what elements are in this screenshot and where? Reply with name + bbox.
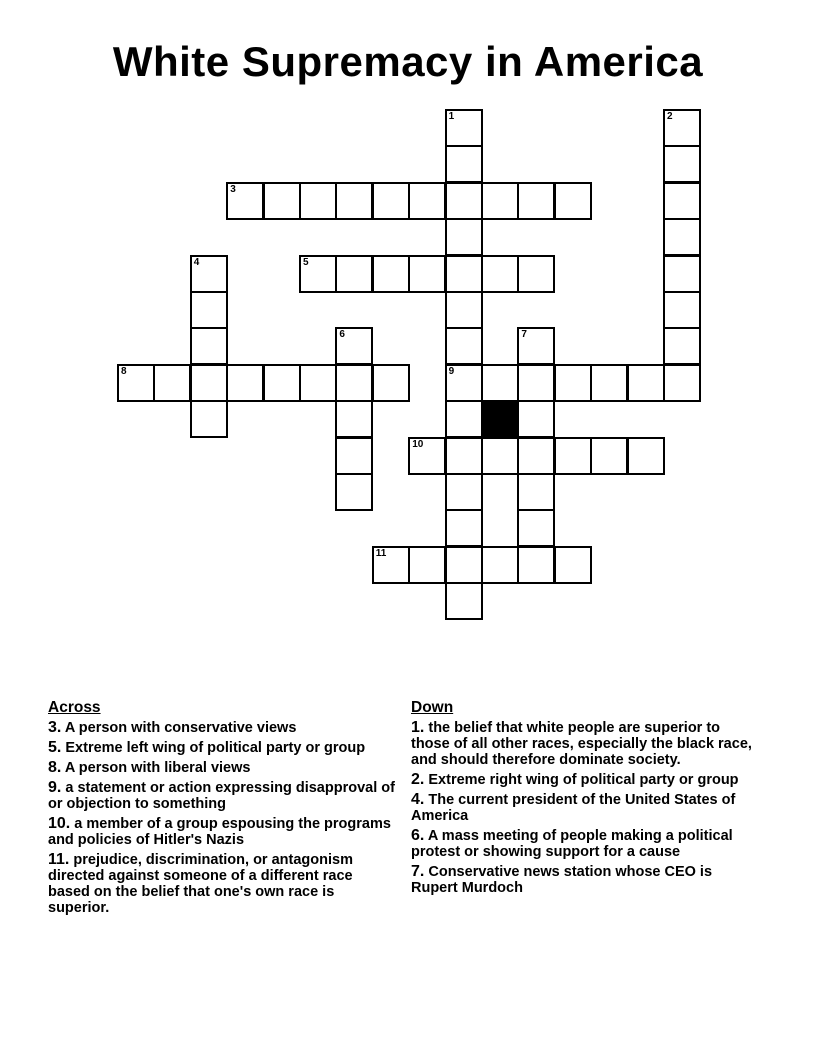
grid-cell[interactable]	[263, 182, 301, 220]
grid-cell[interactable]	[445, 582, 483, 620]
clue-across-9	[48, 780, 398, 812]
grid-cell[interactable]	[517, 437, 555, 475]
down-clues	[411, 700, 756, 900]
grid-cell[interactable]	[445, 255, 483, 293]
clue-number: 5.	[48, 739, 62, 756]
clue-text: a statement or action expressing disapproval of or objection to something	[48, 780, 395, 812]
grid-cell[interactable]	[554, 437, 592, 475]
grid-cell[interactable]	[408, 546, 446, 584]
grid-cell-blocked	[481, 400, 519, 438]
clue-across-11	[48, 852, 398, 916]
grid-cell[interactable]	[445, 509, 483, 547]
grid-cell[interactable]	[445, 218, 483, 256]
grid-cell[interactable]	[263, 364, 301, 402]
grid-cell[interactable]	[190, 400, 228, 438]
clue-text: Extreme left wing of political party or group	[65, 740, 366, 756]
clue-down-1	[411, 720, 756, 768]
grid-cell[interactable]	[335, 473, 373, 511]
grid-cell[interactable]	[663, 364, 701, 402]
clue-number: 3.	[48, 719, 62, 736]
clue-text: the belief that white people are superior to those of all other races, especially the black race, and should therefore dominate society.	[411, 720, 752, 768]
clue-across-8	[48, 760, 398, 776]
cell-number: 8	[121, 365, 127, 377]
grid-cell[interactable]	[408, 182, 446, 220]
clue-text: Extreme right wing of political party or group	[428, 772, 739, 788]
grid-cell[interactable]	[335, 400, 373, 438]
cell-number: 5	[303, 256, 309, 268]
grid-cell[interactable]	[481, 364, 519, 402]
grid-cell[interactable]	[445, 109, 483, 147]
clue-text: a member of a group espousing the programs and policies of Hitler's Nazis	[48, 816, 391, 848]
clue-number: 9.	[48, 779, 62, 796]
grid-cell[interactable]	[408, 437, 446, 475]
grid-cell[interactable]	[590, 364, 628, 402]
grid-cell[interactable]	[335, 437, 373, 475]
grid-cell[interactable]	[481, 546, 519, 584]
cell-number: 10	[412, 438, 424, 450]
clue-number: 7.	[411, 863, 425, 880]
clue-text: prejudice, discrimination, or antagonism directed against someone of a different race based on the belief that one's own race is superior.	[48, 852, 353, 916]
clue-number: 6.	[411, 827, 425, 844]
grid-cell[interactable]	[663, 255, 701, 293]
grid-cell[interactable]	[481, 255, 519, 293]
grid-cell[interactable]	[299, 182, 337, 220]
grid-cell[interactable]	[554, 364, 592, 402]
cell-number: 4	[193, 256, 200, 268]
clue-number: 2.	[411, 771, 425, 788]
cell-number: 1	[448, 111, 455, 122]
clue-number: 4.	[411, 791, 425, 808]
grid-cell[interactable]	[445, 473, 483, 511]
grid-cell[interactable]	[372, 182, 410, 220]
clue-across-3	[48, 720, 398, 736]
grid-cell[interactable]	[335, 364, 373, 402]
clue-text: A person with conservative views	[64, 720, 297, 736]
clue-text: A mass meeting of people making a political protest or showing support for a cause	[411, 828, 733, 860]
grid-cell[interactable]	[299, 255, 337, 293]
cell-number: 9	[448, 365, 455, 377]
cell-number: 2	[667, 111, 673, 122]
grid-cell[interactable]	[445, 364, 483, 402]
grid-cell[interactable]	[335, 327, 373, 365]
down-heading: Down	[411, 699, 454, 716]
grid-cell[interactable]	[445, 437, 483, 475]
grid-cell[interactable]	[153, 364, 191, 402]
grid-cell[interactable]	[190, 327, 228, 365]
clue-text: A person with liberal views	[64, 760, 251, 776]
grid-cell[interactable]	[663, 182, 701, 220]
grid-cell[interactable]	[481, 182, 519, 220]
clue-down-2	[411, 772, 756, 788]
across-clues	[48, 700, 398, 920]
across-heading: Across	[48, 699, 101, 716]
grid-cell[interactable]	[335, 255, 373, 293]
clue-number: 8.	[48, 759, 62, 776]
grid-cell[interactable]	[627, 364, 665, 402]
clue-across-5	[48, 740, 398, 756]
grid-cell[interactable]	[663, 291, 701, 329]
grid-cell[interactable]	[663, 109, 701, 147]
cell-number: 3	[230, 183, 236, 195]
grid-cell[interactable]	[663, 218, 701, 256]
grid-cell[interactable]	[663, 327, 701, 365]
grid-cell[interactable]	[517, 509, 555, 547]
clue-down-4	[411, 792, 756, 824]
grid-cell[interactable]	[517, 473, 555, 511]
grid-cell[interactable]	[590, 437, 628, 475]
clue-down-6	[411, 828, 756, 860]
grid-cell[interactable]	[372, 364, 410, 402]
grid-cell[interactable]	[627, 437, 665, 475]
clue-text: The current president of the United States of America	[411, 792, 736, 824]
grid-cell[interactable]	[190, 364, 228, 402]
grid-cell[interactable]	[445, 400, 483, 438]
clue-number: 10.	[48, 815, 71, 832]
grid-cell[interactable]	[445, 291, 483, 329]
grid-cell[interactable]	[445, 327, 483, 365]
grid-cell[interactable]	[408, 255, 446, 293]
grid-cell[interactable]	[554, 182, 592, 220]
clue-across-10	[48, 816, 398, 848]
grid-cell[interactable]	[445, 182, 483, 220]
grid-cell[interactable]	[517, 327, 555, 365]
cell-number: 11	[375, 547, 387, 559]
grid-cell[interactable]	[554, 546, 592, 584]
grid-cell[interactable]	[517, 546, 555, 584]
clue-number: 11.	[48, 851, 70, 868]
clue-down-7	[411, 864, 756, 896]
grid-cell[interactable]	[372, 255, 410, 293]
grid-cell[interactable]	[517, 255, 555, 293]
grid-cell[interactable]	[481, 437, 519, 475]
grid-cell[interactable]	[335, 182, 373, 220]
grid-cell[interactable]	[445, 145, 483, 183]
cell-number: 7	[521, 329, 527, 341]
grid-cell[interactable]	[226, 364, 264, 402]
puzzle-title: White Supremacy in America	[112, 38, 704, 85]
grid-cell[interactable]	[190, 255, 228, 293]
grid-cell[interactable]	[190, 291, 228, 329]
clue-number: 1.	[411, 719, 425, 736]
clue-text: Conservative news station whose CEO is Rupert Murdoch	[411, 864, 713, 896]
grid-cell[interactable]	[372, 546, 410, 584]
cell-number: 6	[339, 329, 345, 341]
grid-cell[interactable]	[445, 546, 483, 584]
grid-cell[interactable]	[517, 182, 555, 220]
grid-cell[interactable]	[517, 364, 555, 402]
grid-cell[interactable]	[117, 364, 155, 402]
grid-cell[interactable]	[299, 364, 337, 402]
grid-cell[interactable]	[226, 182, 264, 220]
grid-cell[interactable]	[663, 145, 701, 183]
grid-cell[interactable]	[517, 400, 555, 438]
